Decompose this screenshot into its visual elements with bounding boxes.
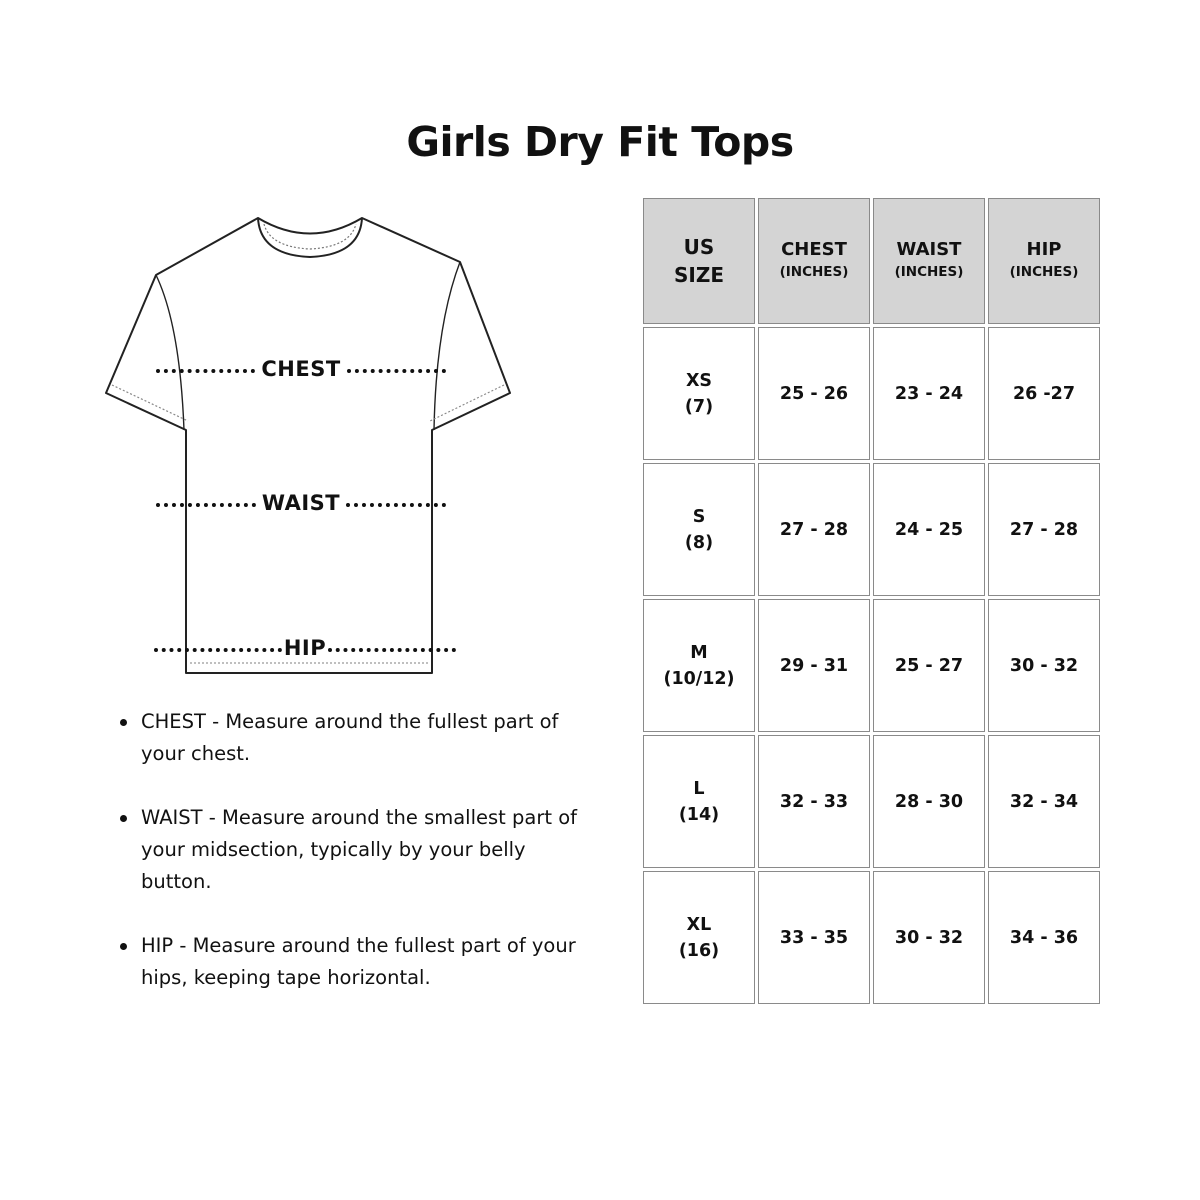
hip-cell: 30 - 32 bbox=[988, 599, 1100, 732]
chest-cell: 29 - 31 bbox=[758, 599, 870, 732]
size-chart-table bbox=[640, 195, 1103, 1007]
size-cell bbox=[643, 463, 755, 596]
waist-measure-line bbox=[156, 491, 446, 515]
header-waist-unit: (INCHES) bbox=[894, 264, 964, 280]
table-row bbox=[643, 463, 1100, 596]
size-number: (10/12) bbox=[663, 668, 735, 689]
size-code: L bbox=[693, 778, 705, 799]
waist-cell: 25 - 27 bbox=[873, 599, 985, 732]
header-chest-label: CHEST bbox=[781, 239, 847, 260]
hip-cell: 26 -27 bbox=[988, 327, 1100, 460]
table-header-row bbox=[643, 198, 1100, 324]
hip-cell: 32 - 34 bbox=[988, 735, 1100, 868]
chest-label: CHEST bbox=[261, 357, 341, 381]
chest-dotted-line-left bbox=[156, 369, 255, 373]
chest-cell: 25 - 26 bbox=[758, 327, 870, 460]
hip-note: HIP - Measure around the fullest part of your hips, keeping tape horizontal. bbox=[118, 930, 588, 994]
header-chest-unit: (INCHES) bbox=[779, 264, 849, 280]
size-number: (8) bbox=[684, 532, 714, 553]
size-cell bbox=[643, 871, 755, 1004]
chest-note: CHEST - Measure around the fullest part of your chest. bbox=[118, 706, 588, 770]
waist-cell: 24 - 25 bbox=[873, 463, 985, 596]
size-number: (16) bbox=[678, 940, 720, 961]
hip-label: HIP bbox=[283, 636, 327, 660]
table-row bbox=[643, 327, 1100, 460]
header-hip bbox=[988, 198, 1100, 324]
size-cell bbox=[643, 327, 755, 460]
waist-cell: 23 - 24 bbox=[873, 327, 985, 460]
waist-dotted-line-right bbox=[346, 503, 446, 507]
size-code: M bbox=[690, 642, 708, 663]
waist-dotted-line-left bbox=[156, 503, 256, 507]
size-number: (14) bbox=[678, 804, 720, 825]
header-us-label: US bbox=[683, 235, 715, 259]
header-hip-unit: (INCHES) bbox=[1009, 264, 1079, 280]
measurement-notes bbox=[118, 706, 588, 1026]
size-cell bbox=[643, 735, 755, 868]
tshirt-diagram bbox=[100, 205, 520, 685]
waist-cell: 30 - 32 bbox=[873, 871, 985, 1004]
table-row bbox=[643, 871, 1100, 1004]
hip-measure-line bbox=[154, 636, 456, 660]
header-waist bbox=[873, 198, 985, 324]
waist-cell: 28 - 30 bbox=[873, 735, 985, 868]
chest-dotted-line-right bbox=[347, 369, 446, 373]
header-hip-label: HIP bbox=[1026, 239, 1062, 260]
chest-measure-line bbox=[156, 357, 446, 381]
waist-note: WAIST - Measure around the smallest part of your midsection, typically by your belly button. bbox=[118, 802, 588, 898]
waist-label: WAIST bbox=[261, 491, 341, 515]
hip-cell: 27 - 28 bbox=[988, 463, 1100, 596]
header-size-label: SIZE bbox=[673, 263, 724, 287]
chest-cell: 27 - 28 bbox=[758, 463, 870, 596]
size-code: S bbox=[692, 506, 706, 527]
table-row bbox=[643, 735, 1100, 868]
chest-cell: 32 - 33 bbox=[758, 735, 870, 868]
table-row bbox=[643, 599, 1100, 732]
size-code: XL bbox=[686, 914, 712, 935]
size-code: XS bbox=[685, 370, 713, 391]
chest-cell: 33 - 35 bbox=[758, 871, 870, 1004]
size-cell bbox=[643, 599, 755, 732]
hip-dotted-line-left bbox=[154, 648, 282, 652]
size-number: (7) bbox=[684, 396, 714, 417]
header-us-size bbox=[643, 198, 755, 324]
tshirt-outline-icon bbox=[100, 205, 520, 685]
page-title: Girls Dry Fit Tops bbox=[406, 118, 794, 166]
header-waist-label: WAIST bbox=[896, 239, 962, 260]
header-chest bbox=[758, 198, 870, 324]
hip-cell: 34 - 36 bbox=[988, 871, 1100, 1004]
hip-dotted-line-right bbox=[328, 648, 456, 652]
